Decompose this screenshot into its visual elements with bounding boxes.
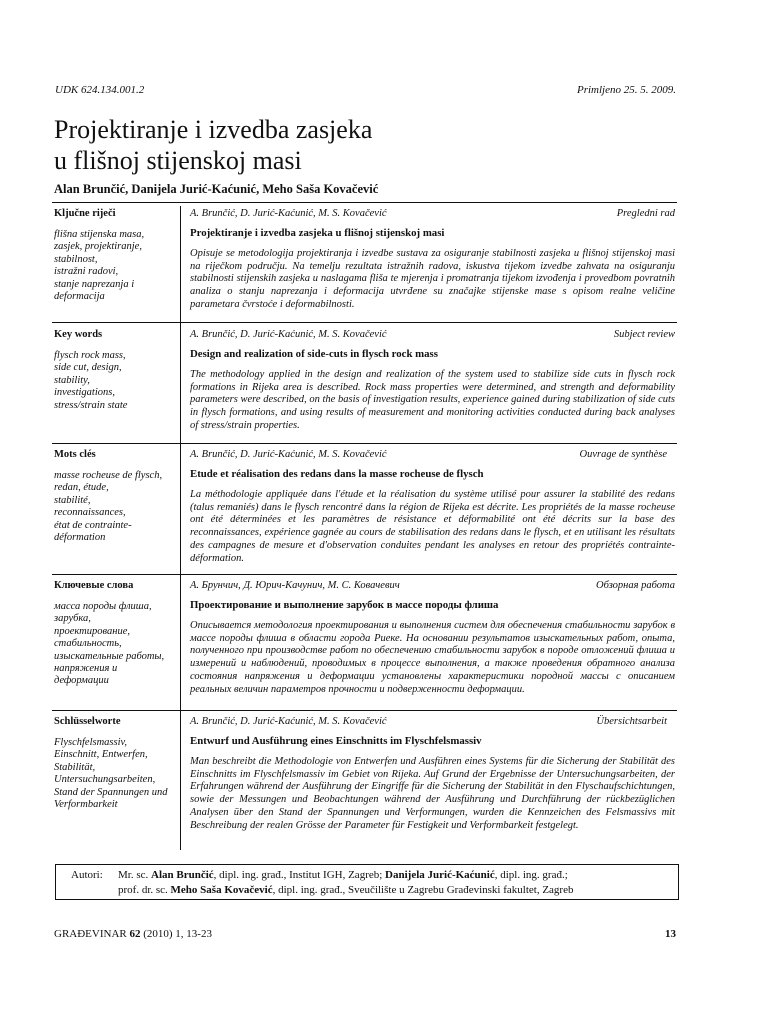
keyword: Flyschfelsmassiv, xyxy=(54,737,127,748)
keyword: istražni radovi, xyxy=(54,266,119,278)
column-divider xyxy=(180,206,181,850)
author-name: Meho Saša Kovačević xyxy=(170,884,273,896)
article-title-line-1: Projektiranje i izvedba zasjeka xyxy=(54,115,373,144)
abstract-text: La méthodologie appliquée dans l'étude et la réalisation du système utilisé pour assurer la stabilité des redans (talus remaniés) dans le flysch rencontré dans la région de Rijeka est décrite. Les propriétés de la masse rocheuse ont été déterminées et les paramètres de résistance et déformabilité ont été décrits sur la base des reconnaissances, expérience gagnée au cours de stabilisation des redans dans le flysch, et en utilisant les résultats des campagnes de mesure et d'observation conduites pendant les analyses en retour des propriétés contrainte-déformation. xyxy=(190,489,675,564)
keyword: изыскательные работы, xyxy=(54,650,165,662)
keywords-heading: Mots clés xyxy=(54,449,96,460)
article-type: Обзорная работа xyxy=(595,580,675,591)
keyword: stress/strain state xyxy=(54,399,128,411)
section-meta xyxy=(190,716,675,727)
keyword: Einschnitt, Entwerfen, xyxy=(54,749,148,761)
received-date: Primljeno 25. 5. 2009. xyxy=(577,84,676,96)
keyword: stanje naprezanja i xyxy=(54,278,135,290)
abstract-text: Opisuje se metodologija projektiranja i izvedbe sustava za osiguranje stabilnosti zasjeka u flišnoj stijenskoj masi na riječkom području. Na temelju rezultata istražnih radova, iskustva tijekom izvedbe zahvata na osiguranju stabilnosti stijenskih zasjeka u naslagama fliša te mjerenja i promatranja tijekom izvođenja i provedbom povratnih analiza o stanju naprezanja i deformacija utvrđene su značajke stijenske mase s opisom realne veličine parametara čvrstoće i deformabilnosti. xyxy=(190,248,675,310)
section-rule xyxy=(52,322,677,323)
keyword: zasjek, projektiranje, xyxy=(54,241,142,253)
keyword: проектирование, xyxy=(54,625,130,637)
keyword: стабильность, xyxy=(54,638,122,650)
keyword: redan, étude, xyxy=(54,482,109,494)
article-type: Pregledni rad xyxy=(616,208,675,219)
section-authors: A. Brunčić, D. Jurić-Kaćunić, M. S. Kovačević xyxy=(190,208,387,219)
abstract-text: The methodology applied in the design and realization of the system used to stabilize side cuts in flysch rock formations in Rijeka area is described. Rock mass properties were determined, and strength and deformability parameters were described, on the basis of investigation results, experience gained during stabilization of side cuts in flysch formations, and using results of measurement and monitoring activities conducted during back analyses of stress/strain properties. xyxy=(190,369,675,431)
abstract-text: Man beschreibt die Methodologie von Entwerfen und Ausführen eines Systems für die Sicherung der Stabilität des Einschnitts im Flyschfelsmassiv im Gebiet von Rijeka. Auf Grund der Ergebnisse der Untersuchungsarbeiten, der Erfahrungen während der Ausführung der Eingriffe für die Sicherung der Stabilität in den Flyschaufschichtungen, sowie der Messungen und Beobachtungen während der Ausführung und Durchführung der rückbezüglichen Analysen über den Stand der Spannungen und Verformungen, wurden die Kennzeichen des Felsmassivs mit Beschreibung der realen Grösse der Parameter für Festigkeit und Verformbarkeit festgelegt. xyxy=(190,756,675,831)
section-meta xyxy=(190,580,675,591)
section-meta xyxy=(190,329,675,340)
keyword: déformation xyxy=(54,532,106,544)
section-rule xyxy=(52,710,677,711)
author-name: Alan Brunčić xyxy=(151,869,214,881)
section-title: Design and realization of side-cuts in flysch rock mass xyxy=(190,348,438,360)
keyword: Verformbarkeit xyxy=(54,799,118,811)
article-type: Ouvrage de synthèse xyxy=(579,449,667,460)
keyword: Untersuchungsarbeiten, xyxy=(54,774,156,786)
article-type: Übersichtsarbeit xyxy=(596,716,667,727)
keywords-list xyxy=(54,737,176,811)
article-type: Subject review xyxy=(613,329,675,340)
author-line: Alan Brunčić, Danijela Jurić-Kaćunić, Meho Saša Kovačević xyxy=(54,182,379,196)
keywords-list xyxy=(54,601,176,688)
keyword: deformacija xyxy=(54,291,105,303)
section-meta xyxy=(190,449,675,460)
section-title: Entwurf und Ausführung eines Einschnitts im Flyschfelsmassiv xyxy=(190,735,482,747)
journal-citation xyxy=(54,928,212,940)
keyword: Stabilität, xyxy=(54,761,96,773)
affiliation-text: Mr. sc. xyxy=(118,869,151,881)
abstract-text: Описывается методология проектирования и выполнения систем для обеспечения стабильности зарубок в массе породы флиша в области города Риеке. На основании результатов изыскательных работ, опыта, полученного при производстве работ по обеспечению стабильности зарубок в породе отложений флиша и измерений и наблюдений, проводимых в процессе выполнения, а также проведения обратного анализа состояния напряжения и деформации установлены характеристики породной массы с описанием реальных величин параметров прочности и подверженности деформации. xyxy=(190,620,675,695)
affiliation-text: prof. dr. sc. xyxy=(118,884,171,896)
author-affiliations-text xyxy=(118,868,673,898)
keyword: side cut, design, xyxy=(54,362,122,374)
section-rule xyxy=(52,443,677,444)
keywords-heading: Ключевые слова xyxy=(54,580,134,591)
keyword: masse rocheuse de flysch, xyxy=(54,470,163,481)
section-authors: А. Брунчич, Д. Юрич-Качунич, М. С. Ковачевич xyxy=(190,580,400,591)
keywords-list xyxy=(54,350,176,412)
keyword: stabilité, xyxy=(54,494,91,506)
keyword: деформации xyxy=(54,675,109,687)
keywords-heading: Key words xyxy=(54,329,103,340)
keyword: investigations, xyxy=(54,387,115,399)
section-title: Etude et réalisation des redans dans la masse rocheuse de flysch xyxy=(190,468,484,480)
keyword: flysch rock mass, xyxy=(54,350,126,361)
section-authors: A. Brunčić, D. Jurić-Kaćunić, M. S. Kovačević xyxy=(190,329,387,340)
author-affiliations-box xyxy=(55,864,679,900)
journal-name: GRAĐEVINAR xyxy=(54,928,130,940)
udk-code: UDK 624.134.001.2 xyxy=(55,84,145,96)
keyword: stabilnost, xyxy=(54,253,98,265)
journal-issue-pages: (2010) 1, 13-23 xyxy=(140,928,212,940)
section-authors: A. Brunčić, D. Jurić-Kaćunić, M. S. Kovačević xyxy=(190,449,387,460)
section-meta xyxy=(190,208,675,219)
keywords-heading: Schlüsselworte xyxy=(54,716,121,727)
keywords-list xyxy=(54,229,176,303)
keywords-heading: Ključne riječi xyxy=(54,208,116,219)
keyword: напряжения и xyxy=(54,663,118,675)
keyword: stability, xyxy=(54,374,90,386)
page-number: 13 xyxy=(665,928,676,940)
affiliation-text: , dipl. ing. građ., Sveučilište u Zagrebu Građevinski fakultet, Zagreb xyxy=(272,884,574,896)
section-authors: A. Brunčić, D. Jurić-Kaćunić, M. S. Kovačević xyxy=(190,716,387,727)
header-rule xyxy=(52,202,677,203)
section-title: Проектирование и выполнение зарубок в массе породы флиша xyxy=(190,599,499,611)
keyword: масса породы флиша, xyxy=(54,601,152,612)
keyword: état de contrainte- xyxy=(54,519,132,531)
keyword: зарубка, xyxy=(54,613,91,625)
section-rule xyxy=(52,574,677,575)
affiliation-text: , dipl. ing. građ.; xyxy=(494,869,568,881)
affiliation-text: , dipl. ing. građ., Institut IGH, Zagreb; xyxy=(213,869,386,881)
article-title xyxy=(54,114,372,176)
section-title: Projektiranje i izvedba zasjeka u flišnoj stijenskoj masi xyxy=(190,227,445,239)
keyword: flišna stijenska masa, xyxy=(54,229,145,240)
keyword: Stand der Spannungen und xyxy=(54,786,168,798)
keywords-list xyxy=(54,470,176,544)
keyword: reconnaissances, xyxy=(54,507,126,519)
authors-label: Autori: xyxy=(71,869,103,881)
journal-volume: 62 xyxy=(129,928,141,940)
author-name: Danijela Jurić-Kaćunić xyxy=(385,869,495,881)
article-title-line-2: u flišnoj stijenskoj masi xyxy=(54,146,302,175)
